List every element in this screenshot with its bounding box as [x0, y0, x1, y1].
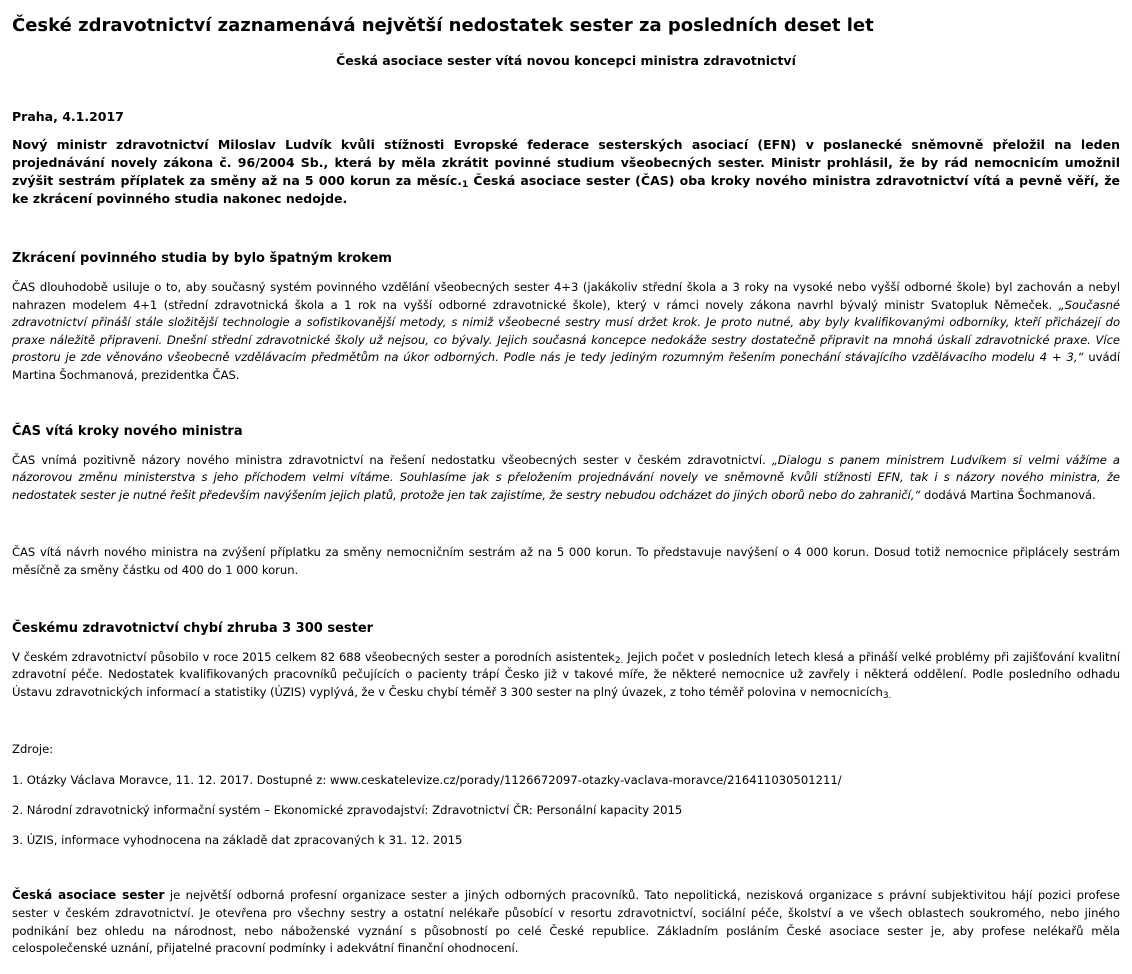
section-education-quote: „Současné zdravotnictví přináší stále složitější technologie a sofistikovanější metody, s nimiž všeobecné sestry musí držet krok. Je proto nutné, aby byly kvalifikovanými odborníky, kteří přicházejí do praxe náležitě připraveni. Dnešní střední zdravotnické školy už nejsou, co bývaly. Jejich současná koncepce nedokáže sestry dostatečně připravit na mnohá úskalí zdravotnické praxe. Více prostoru je zde věnováno všeobecně vzdělávacím předmětům na úkor odborných. Podle nás je tedy jediným rozumným řešením ponechání stávajícího vzdělávacího modelu 4 + 3,“ — [12, 297, 1120, 365]
section-minister-text-a: ČAS vnímá pozitivně názory nového ministra zdravotnictví na řešení nedostatku všeobecných sester v českém zdravotnictví. — [12, 452, 772, 467]
section-minister-text-b: dodává Martina Šochmanová. — [920, 487, 1096, 502]
section-education — [12, 250, 1120, 385]
section-education-text — [12, 279, 1120, 385]
dateline: Praha, 4.1.2017 — [12, 109, 124, 124]
press-release — [12, 14, 1120, 958]
section-shortage-text-a: V českém zdravotnictví působilo v roce 2015 celkem 82 688 všeobecných sester a porodních asistentek — [12, 649, 615, 664]
section-shortage — [12, 620, 1120, 702]
sources-list — [12, 741, 1120, 849]
footnote-ref-2: 2. — [614, 655, 624, 666]
about-organization-name: Česká asociace sester — [12, 888, 165, 903]
about-organization — [12, 887, 1120, 957]
section-education-text-b: uvádí Martina Šochmanová, prezidentka ČAS. — [12, 350, 1120, 382]
lead-text-b: Česká asociace sester (ČAS) oba kroky nového ministra zdravotnictví vítá a pevně věří, že ke zkrácení povinného studia nakonec nedojde. — [12, 173, 1120, 206]
section-minister — [12, 423, 1120, 505]
source-item: 3. ÚZIS, informace vyhodnocena na základě dat zpracovaných k 31. 12. 2015 — [12, 833, 463, 848]
footnote-ref-3: 3. — [882, 690, 892, 701]
page-subtitle: Česká asociace sester vítá novou koncepci ministra zdravotnictví — [336, 53, 796, 68]
about-organization-text: je největší odborná profesní organizace sester a jiných odborných pracovníků. Tato nepolitická, nezisková organizace s právní subjektivitou hájí pozici profese sester v českém zdravotnictví. Je otevřena pro všechny sestry a ostatní nelékaře působící v resortu zdravotnictví, sociální péče, školství a ve všech oblastech soukromého, nebo jiného podnikání bez ohledu na národnost, nebo náboženské vyznání s působností po celé České republice. Základním posláním České asociace sester je, aby profese nelékařů měla celospolečenské uznání, přijatelné pracovní podmínky i adekvátní finanční ohodnocení. — [12, 888, 1120, 956]
section-shortage-text-b: Jejich počet v posledních letech klesá a přináší velké problémy při zajišťování kvalitní zdravotní péče. Nedostatek kvalifikovaných pracovníků pečujících o pacienty trápí Česko již v takové míře, že některé nemocnice už zavřely i některá oddělení. Podle posledního odhadu Ústavu zdravotnických informací a statistiky (ÚZIS) vyplývá, že v Česku chybí téměř 3 300 sester na plný úvazek, z toho téměř polovina v nemocnicích — [12, 649, 1121, 699]
section-bonus-text: ČAS vítá návrh nového ministra na zvýšení příplatku za směny nemocničním sestrám až na 5 000 korun. To představuje navýšení o 4 000 korun. Dosud totiž nemocnice připlácely sestrám měsíčně za směny částku od 400 do 1 000 korun. — [12, 545, 1120, 577]
section-heading-education: Zkrácení povinného studia by bylo špatným krokem — [12, 251, 392, 266]
page-title: České zdravotnictví zaznamenává největší nedostatek sester za posledních deset let — [12, 15, 874, 36]
section-heading-minister: ČAS vítá kroky nového ministra — [12, 423, 243, 439]
source-item: 2. Národní zdravotnický informační systém – Ekonomické zpravodajství: Zdravotnictví ČR: Personální kapacity 2015 — [12, 803, 683, 818]
section-bonus — [12, 544, 1120, 579]
lead-text-a: Nový ministr zdravotnictví Miloslav Ludvík kvůli stížnosti Evropské federace sesterských asociací (EFN) v poslanecké sněmovně přeložil na leden projednávání novely zákona č. 96/2004 Sb., která by měla zkrátit povinné studium všeobecných sester. Ministr prohlásil, že by rád nemocnicím umožnil zvýšit sestrám příplatek za směny až na 5 000 korun za měsíc. — [12, 137, 1120, 188]
lead-paragraph — [12, 136, 1120, 208]
sources-heading: Zdroje: — [12, 742, 54, 757]
section-minister-text — [12, 452, 1120, 505]
footnote-ref-1: 1 — [461, 180, 469, 190]
section-minister-quote: „Dialogu s panem ministrem Ludvíkem si velmi vážíme a názorovou změnu ministerstva s jeho příchodem velmi vítáme. Souhlasíme jak s přeložením projednávání novely ve sněmovně kvůli stížnosti EFN, tak i s názory nového ministra, že nedostatek sester je nutné řešit především navýšením jejich platů, protože jen tak zajistíme, že sestry nebudou odcházet do jiných oborů nebo do zahraničí,“ — [12, 452, 1120, 502]
source-item: 1. Otázky Václava Moravce, 11. 12. 2017. Dostupné z: www.ceskatelevize.cz/porady/1126672097-otazky-vaclava-moravce/216411030501211/ — [12, 773, 842, 788]
section-heading-shortage: Českému zdravotnictví chybí zhruba 3 300 sester — [12, 620, 374, 636]
section-education-text-a: ČAS dlouhodobě usiluje o to, aby současný systém povinného vzdělání všeobecných sester 4+3 (jakákoliv střední škola a 3 roky na vysoké nebo vyšší odborné škole) byl zachován a nebyl nahrazen modelem 4+1 (střední zdravotnická škola a 1 rok na vyšší odborné zdravotnické škole), který v rámci novely zákona navrhl bývalý ministr Svatopluk Němeček. — [12, 280, 1120, 312]
section-shortage-text — [12, 649, 1120, 702]
